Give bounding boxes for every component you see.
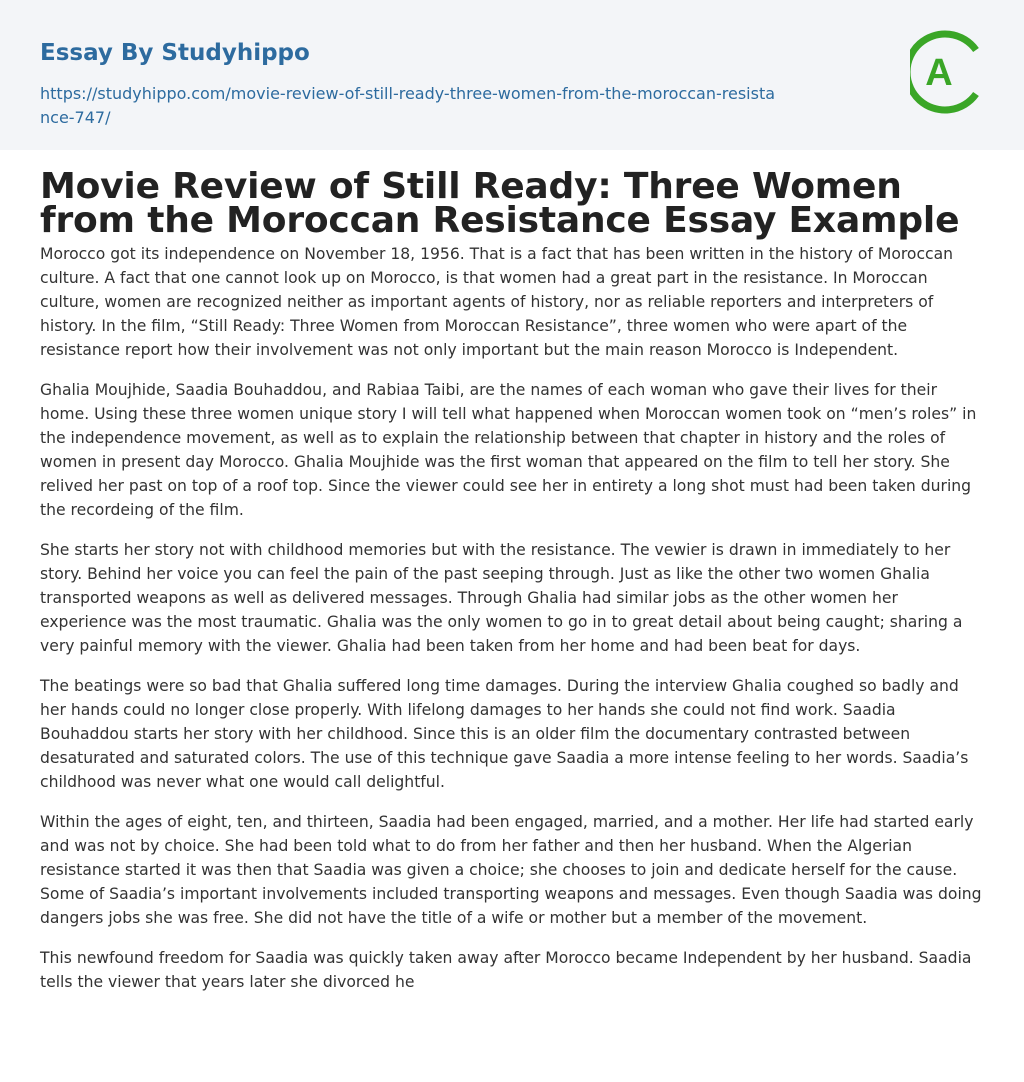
- essay-paragraph: Ghalia Moujhide, Saadia Bouhaddou, and Rabiaa Taibi, are the names of each woman who gave their lives for their home. Using these three women unique story I will tell what happened when Moroccan women took on “men’s roles” in the independence movement, as well as to explain the relationship between that chapter in history and the roles of women in present day Morocco. Ghalia Moujhide was the first woman that appeared on the film to tell her story. She relived her past on top of a roof top. Since the viewer could see her in entirety a long shot must had been taken during the recordeing of the film.: [40, 381, 977, 519]
- essay-content: [0, 166, 1024, 994]
- source-url-link[interactable]: https://studyhippo.com/movie-review-of-still-ready-three-women-from-the-moroccan-resistance-747/: [40, 84, 776, 127]
- logo-letter: A: [925, 52, 953, 94]
- essay-paragraph: The beatings were so bad that Ghalia suffered long time damages. During the interview Ghalia coughed so badly and her hands could no longer close properly. With lifelong damages to her hands she could not find work. Saadia Bouhaddou starts her story with her childhood. Since this is an older film the documentary contrasted between desaturated and saturated colors. The use of this technique gave Saadia a more intense feeling to her words. Saadia’s childhood was never what one would call delightful.: [40, 677, 969, 791]
- essay-paragraph: Morocco got its independence on November 18, 1956. That is a fact that has been written in the history of Moroccan culture. A fact that one cannot look up on Morocco, is that women had a great part in the resistance. In Moroccan culture, women are recognized neither as important agents of history, nor as reliable reporters and interpreters of history. In the film, “Still Ready: Three Women from Moroccan Resistance”, three women who were apart of the resistance report how their involvement was not only important but the main reason Morocco is Independent.: [40, 245, 954, 359]
- essay-paragraph: Within the ages of eight, ten, and thirteen, Saadia had been engaged, married, and a mother. Her life had started early and was not by choice. She had been told what to do from her father and then her husband. When the Algerian resistance started it was then that Saadia was given a choice; she chooses to join and dedicate herself for the cause. Some of Saadia’s important involvements included transporting weapons and messages. Even though Saadia was doing dangers jobs she was free. She did not have the title of a wife or mother but a member of the movement.: [40, 813, 982, 927]
- site-header: [0, 0, 1024, 150]
- studyhippo-logo-icon[interactable]: [910, 28, 988, 116]
- essay-title: Movie Review of Still Ready: Three Women from the Moroccan Resistance Essay Example: [40, 166, 960, 241]
- essay-paragraph: This newfound freedom for Saadia was quickly taken away after Morocco became Independent by her husband. Saadia tells the viewer that years later she divorced he: [40, 949, 972, 991]
- brand-title[interactable]: Essay By Studyhippo: [40, 40, 310, 66]
- essay-paragraph: She starts her story not with childhood memories but with the resistance. The vewier is drawn in immediately to her story. Behind her voice you can feel the pain of the past seeping through. Just as like the other two women Ghalia transported weapons as well as delivered messages. Through Ghalia had similar jobs as the other women her experience was the most traumatic. Ghalia was the only women to go in to great detail about being caught; sharing a very painful memory with the viewer. Ghalia had been taken from her home and had been beat for days.: [40, 541, 963, 655]
